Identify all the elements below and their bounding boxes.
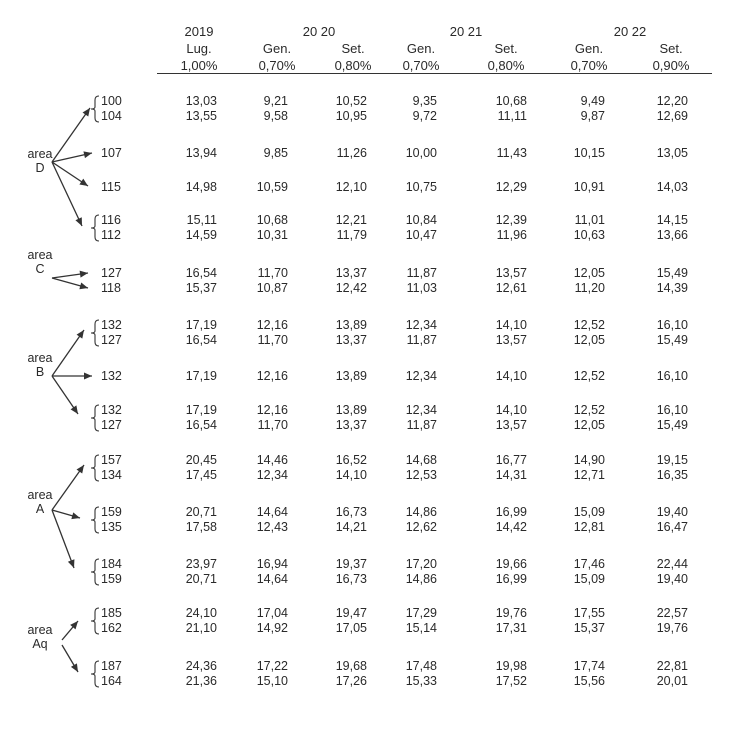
- table-cell: 19,40: [656, 572, 688, 586]
- table-cell: 11,70: [257, 333, 288, 347]
- column-month-1: Gen.: [262, 41, 292, 56]
- column-rate-4: 0,80%: [487, 58, 525, 73]
- table-cell: 12,10: [335, 180, 367, 194]
- table-cell: 14,10: [335, 468, 367, 482]
- arrowhead: [77, 330, 84, 339]
- table-cell: 19,40: [656, 505, 688, 519]
- table-cell: 13,94: [185, 146, 217, 160]
- table-cell: 15,49: [656, 333, 688, 347]
- row-code: 116: [101, 213, 121, 227]
- table-cell: 13,89: [335, 369, 367, 383]
- table-cell: 21,10: [185, 621, 217, 635]
- table-cell: 17,31: [495, 621, 527, 635]
- table-cell: 15,49: [656, 266, 688, 280]
- table-cell: 15,37: [185, 281, 217, 295]
- arrow-line: [52, 465, 84, 510]
- table-cell: 10,84: [405, 213, 437, 227]
- column-month-0: Lug.: [186, 41, 212, 56]
- table-cell: 19,15: [656, 453, 688, 467]
- table-cell: 10,00: [405, 146, 437, 160]
- column-rate-1: 0,70%: [258, 58, 296, 73]
- table-cell: 14,39: [656, 281, 688, 295]
- table-cell: 17,20: [405, 557, 437, 571]
- table-cell: 13,57: [495, 333, 527, 347]
- arrowhead: [80, 271, 88, 278]
- table-cell: 12,39: [495, 213, 527, 227]
- table-cell: 14,64: [256, 505, 288, 519]
- table-cell: 24,36: [185, 659, 217, 673]
- arrowhead: [71, 405, 78, 414]
- table-cell: 17,19: [185, 369, 217, 383]
- brace: [91, 559, 99, 585]
- brace: [91, 661, 99, 687]
- table-cell: 16,47: [656, 520, 688, 534]
- table-cell: 22,44: [656, 557, 688, 571]
- header-year-2020: 20 20: [302, 24, 336, 39]
- area-label-a: area A: [27, 488, 53, 516]
- table-cell: 11,87: [406, 333, 437, 347]
- row-code: 164: [101, 674, 122, 688]
- arrowhead: [83, 108, 90, 117]
- table-cell: 17,05: [335, 621, 367, 635]
- brace: [91, 455, 99, 481]
- table-cell: 14,46: [256, 453, 288, 467]
- table-cell: 12,29: [495, 180, 527, 194]
- table-cell: 9,85: [263, 146, 288, 160]
- column-rate-2: 0,80%: [334, 58, 372, 73]
- row-code: 118: [101, 281, 121, 295]
- arrowhead: [71, 663, 78, 672]
- table-cell: 17,52: [495, 674, 527, 688]
- table-cell: 19,76: [656, 621, 688, 635]
- table-cell: 15,37: [573, 621, 605, 635]
- row-code: 187: [101, 659, 122, 673]
- table-cell: 14,59: [185, 228, 217, 242]
- arrowhead: [84, 373, 92, 380]
- table-cell: 9,35: [412, 94, 437, 108]
- table-cell: 17,19: [185, 403, 217, 417]
- table-cell: 22,81: [656, 659, 688, 673]
- table-cell: 11,79: [336, 228, 367, 242]
- table-cell: 20,01: [656, 674, 688, 688]
- brace: [91, 320, 99, 346]
- row-code: 132: [101, 403, 122, 417]
- table-cell: 16,73: [335, 505, 367, 519]
- table-cell: 11,70: [257, 266, 288, 280]
- arrow-line: [52, 330, 84, 376]
- table-cell: 16,10: [656, 403, 688, 417]
- table-cell: 12,05: [573, 418, 605, 432]
- table-cell: 13,89: [335, 403, 367, 417]
- table-cell: 13,57: [495, 418, 527, 432]
- table-cell: 14,10: [495, 369, 527, 383]
- table-cell: 11,11: [497, 109, 527, 123]
- table-cell: 13,57: [495, 266, 527, 280]
- column-month-4: Set.: [494, 41, 518, 56]
- row-code: 159: [101, 505, 122, 519]
- table-cell: 16,10: [656, 318, 688, 332]
- table-cell: 11,43: [496, 146, 527, 160]
- table-cell: 17,58: [185, 520, 217, 534]
- table-cell: 11,96: [496, 228, 527, 242]
- table-cell: 12,71: [573, 468, 605, 482]
- table-cell: 13,37: [335, 333, 367, 347]
- table-cell: 12,61: [495, 281, 527, 295]
- table-cell: 10,87: [256, 281, 288, 295]
- table-cell: 10,59: [256, 180, 288, 194]
- table-cell: 10,63: [573, 228, 605, 242]
- table-cell: 17,19: [185, 318, 217, 332]
- row-code: 132: [101, 318, 122, 332]
- column-rate-0: 1,00%: [180, 58, 218, 73]
- table-cell: 19,47: [335, 606, 367, 620]
- row-code: 159: [101, 572, 122, 586]
- table-cell: 12,53: [405, 468, 437, 482]
- table-cell: 14,10: [495, 318, 527, 332]
- table-cell: 16,94: [256, 557, 288, 571]
- table-cell: 14,92: [256, 621, 288, 635]
- brace: [91, 96, 99, 122]
- table-cell: 12,34: [405, 318, 437, 332]
- table-cell: 10,91: [573, 180, 605, 194]
- table-cell: 10,47: [405, 228, 437, 242]
- table-cell: 9,49: [580, 94, 605, 108]
- table-cell: 16,54: [185, 266, 217, 280]
- table-cell: 13,37: [335, 418, 367, 432]
- table-cell: 21,36: [185, 674, 217, 688]
- table-cell: 11,87: [406, 266, 437, 280]
- table-cell: 16,35: [656, 468, 688, 482]
- row-code: 115: [101, 180, 121, 194]
- table-cell: 12,42: [335, 281, 367, 295]
- table-cell: 19,66: [495, 557, 527, 571]
- table-cell: 16,52: [335, 453, 367, 467]
- table-cell: 13,03: [185, 94, 217, 108]
- table-cell: 12,52: [573, 403, 605, 417]
- column-rate-5: 0,70%: [570, 58, 608, 73]
- header-year-2019: 2019: [184, 24, 214, 39]
- table-cell: 12,05: [573, 266, 605, 280]
- table-cell: 17,04: [256, 606, 288, 620]
- table-cell: 12,05: [573, 333, 605, 347]
- row-code: 104: [101, 109, 122, 123]
- table-cell: 17,46: [573, 557, 605, 571]
- table-cell: 14,98: [185, 180, 217, 194]
- table-cell: 16,54: [185, 333, 217, 347]
- table-cell: 15,56: [573, 674, 605, 688]
- table-cell: 9,58: [263, 109, 288, 123]
- header-year-2021: 20 21: [449, 24, 483, 39]
- table-cell: 14,64: [256, 572, 288, 586]
- arrowhead: [77, 465, 84, 474]
- table-cell: 14,10: [495, 403, 527, 417]
- brace: [91, 215, 99, 241]
- table-cell: 14,15: [656, 213, 688, 227]
- column-month-2: Set.: [341, 41, 365, 56]
- brace: [91, 608, 99, 634]
- table-cell: 13,05: [656, 146, 688, 160]
- table-cell: 11,01: [574, 213, 605, 227]
- table-cell: 12,16: [256, 369, 288, 383]
- table-cell: 11,87: [406, 418, 437, 432]
- column-rate-6: 0,90%: [652, 58, 690, 73]
- row-code: 127: [101, 333, 122, 347]
- row-code: 135: [101, 520, 122, 534]
- table-cell: 16,10: [656, 369, 688, 383]
- table-cell: 10,31: [256, 228, 288, 242]
- table-cell: 12,69: [656, 109, 688, 123]
- arrowhead: [68, 559, 75, 568]
- table-cell: 15,14: [405, 621, 437, 635]
- table-cell: 24,10: [185, 606, 217, 620]
- table-cell: 10,15: [573, 146, 605, 160]
- table-cell: 9,87: [580, 109, 605, 123]
- row-code: 107: [101, 146, 122, 160]
- table-cell: 19,98: [495, 659, 527, 673]
- table-cell: 12,81: [573, 520, 605, 534]
- table-cell: 22,57: [656, 606, 688, 620]
- row-code: 185: [101, 606, 122, 620]
- table-cell: 20,45: [185, 453, 217, 467]
- table-cell: 10,68: [256, 213, 288, 227]
- table-cell: 10,52: [335, 94, 367, 108]
- table-cell: 14,31: [495, 468, 527, 482]
- table-cell: 14,86: [405, 505, 437, 519]
- arrowhead: [83, 151, 92, 158]
- row-code: 127: [101, 266, 122, 280]
- column-month-6: Set.: [659, 41, 683, 56]
- area-label-aq: area Aq: [27, 623, 53, 651]
- row-code: 134: [101, 468, 122, 482]
- table-cell: 19,37: [335, 557, 367, 571]
- table-cell: 10,68: [495, 94, 527, 108]
- table-cell: 12,52: [573, 369, 605, 383]
- table-cell: 12,62: [405, 520, 437, 534]
- row-code: 162: [101, 621, 122, 635]
- column-month-5: Gen.: [574, 41, 604, 56]
- table-cell: 14,42: [495, 520, 527, 534]
- table-cell: 13,89: [335, 318, 367, 332]
- row-code: 157: [101, 453, 122, 467]
- table-cell: 14,03: [656, 180, 688, 194]
- table-cell: 13,66: [656, 228, 688, 242]
- table-cell: 16,99: [495, 572, 527, 586]
- table-cell: 12,43: [256, 520, 288, 534]
- table-cell: 15,09: [573, 505, 605, 519]
- row-code: 132: [101, 369, 122, 383]
- table-cell: 12,16: [256, 318, 288, 332]
- table-cell: 12,16: [256, 403, 288, 417]
- table-cell: 17,48: [405, 659, 437, 673]
- table-cell: 20,71: [185, 572, 217, 586]
- table-cell: 11,70: [257, 418, 288, 432]
- table-cell: 12,34: [405, 369, 437, 383]
- table-cell: 11,03: [406, 281, 437, 295]
- table-cell: 11,20: [574, 281, 605, 295]
- table-cell: 12,20: [656, 94, 688, 108]
- table-cell: 17,74: [573, 659, 605, 673]
- column-rate-3: 0,70%: [402, 58, 440, 73]
- table-cell: 16,54: [185, 418, 217, 432]
- brace: [91, 507, 99, 533]
- table-cell: 10,95: [335, 109, 367, 123]
- table-cell: 15,10: [256, 674, 288, 688]
- header-year-2022: 20 22: [613, 24, 647, 39]
- table-cell: 19,76: [495, 606, 527, 620]
- arrow-line: [52, 510, 74, 568]
- table-cell: 14,68: [405, 453, 437, 467]
- table-cell: 17,45: [185, 468, 217, 482]
- table-cell: 13,37: [335, 266, 367, 280]
- table-cell: 13,55: [185, 109, 217, 123]
- arrowhead: [71, 512, 80, 519]
- table-cell: 16,77: [495, 453, 527, 467]
- column-month-3: Gen.: [406, 41, 436, 56]
- table-cell: 16,73: [335, 572, 367, 586]
- brace: [91, 405, 99, 431]
- table-cell: 17,22: [256, 659, 288, 673]
- row-code: 184: [101, 557, 122, 571]
- table-cell: 14,90: [573, 453, 605, 467]
- table-cell: 15,49: [656, 418, 688, 432]
- row-code: 127: [101, 418, 122, 432]
- table-cell: 15,33: [405, 674, 437, 688]
- table-cell: 12,52: [573, 318, 605, 332]
- area-label-d: area D: [27, 147, 53, 175]
- table-cell: 12,34: [405, 403, 437, 417]
- table-cell: 17,29: [405, 606, 437, 620]
- table-cell: 15,11: [186, 213, 217, 227]
- area-label-b: area B: [27, 351, 53, 379]
- row-code: 112: [101, 228, 121, 242]
- table-cell: 11,26: [336, 146, 367, 160]
- table-cell: 16,99: [495, 505, 527, 519]
- table-cell: 17,26: [335, 674, 367, 688]
- table-cell: 15,09: [573, 572, 605, 586]
- arrowhead: [79, 179, 88, 186]
- table-cell: 17,55: [573, 606, 605, 620]
- table-cell: 9,72: [412, 109, 437, 123]
- table-cell: 10,75: [405, 180, 437, 194]
- table-cell: 12,34: [256, 468, 288, 482]
- table-cell: 14,21: [335, 520, 367, 534]
- table-cell: 23,97: [185, 557, 217, 571]
- area-label-c: area C: [27, 248, 53, 276]
- row-code: 100: [101, 94, 122, 108]
- table-cell: 14,86: [405, 572, 437, 586]
- table-cell: 9,21: [263, 94, 288, 108]
- table-cell: 12,21: [335, 213, 367, 227]
- table-cell: 19,68: [335, 659, 367, 673]
- table-cell: 20,71: [185, 505, 217, 519]
